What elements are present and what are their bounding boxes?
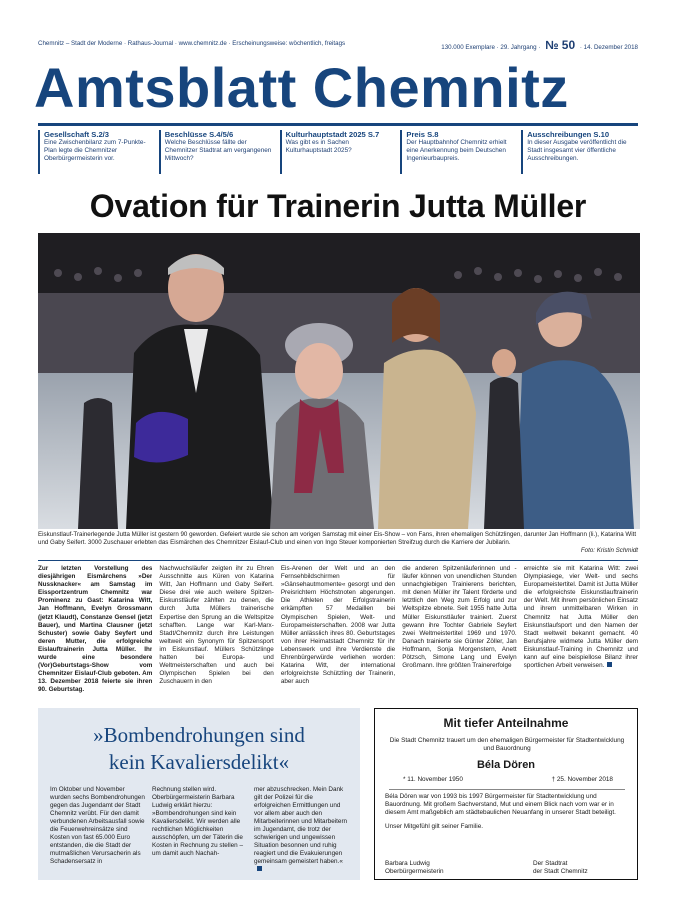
photo-illustration [38,233,640,529]
signature-role: der Stadt Chemnitz [533,868,588,875]
bomb-column: Rechnung stellen wird. Oberbürgermeisterin Barbara Ludwig erklärt hierzu: »Bombendrohungen sind kein Kavaliersdelikt. Wir werden alle rechtlichen Möglichkeiten ausschöpfen, um der Täterin die Kosten in Rechnung zu stellen – um damit auch Nachah- [152,786,243,857]
lead-photo [38,233,640,529]
obituary-box [374,708,638,880]
article-column: Nachwuchsläufer zeigten ihr zu Ehren Ausschnitte aus Küren von Katarina Witt, Jan Hoffmann und Gaby Seifert. Diese drei wie auch weitere Spitzen-Eiskunstläufer zählten zu denen, die durch Jutta Müllers trainerische Expertise den Sprung an die Weltspitze schafften. Lange war Karl-Marx-Stadt/Chemnitz durch ihre Leistungen weltweit ein Synonym für Spitzensport im Eiskunstlauf. Müllers Schützlinge hatten bei Europa- und Weltmeisterschaften und auch bei Olympischen Spielen bei den Zuschauern in den [159,565,274,686]
top-info-line [38,38,638,52]
signature-name: Barbara Ludwig [385,860,430,867]
teaser-text: In dieser Ausgabe veröffentlicht die Stadt insgesamt vier öffentliche Ausschreibungen. [527,139,627,162]
teaser-title: Ausschreibungen S.10 [527,130,610,139]
section-rule [38,560,638,561]
birth-date: * 11. November 1950 [403,776,463,783]
end-mark [257,866,262,871]
photo-caption [38,531,638,555]
issue-info [441,38,638,52]
bomb-text-columns [50,786,350,874]
signature-mayor [385,860,444,876]
article-column-last [524,565,638,700]
issue-date: · 14. Dezember 2018 [579,44,638,51]
teaser-bar [38,130,638,174]
teaser-text: Was gibt es in Sachen Kulturhauptstadt 2025? [285,139,352,154]
article-column-text: erreichte sie mit Katarina Witt: zwei Olympiasiege, vier Welt- und sechs Europameistertitel. Damit ist Jutta Müller die erfolgreichste Eiskunstlauftrainerin der Welt. Mit ihrem persönlichen Einsatz und ihrem unmittelbaren Wirken in Chemnitz hat Jutta Müller den Eiskunstlaufsport und den Namen der Stadt weltweit bekannt gemacht. 40 Berufsjahre widmete Jutta Müller dem Eiskunstlauf-Training in Chemnitz und kann auf eine beispiellose Bilanz ihrer sportlichen Arbeit verweisen. [523,565,639,670]
obituary-body [385,793,629,831]
obituary-divider [389,789,625,790]
article-column: Eis-Arenen der Welt und an den Fernsehbildschirmen für »Gänsehautmomente« gesorgt und den Preisrichtern Höchstnoten abgerungen. Die Athleten der Erfolgstrainerin erkämpften 57 Medaillen bei Olympischen Spielen, Welt- und Europameisterschaften. 2008 war Jutta Müller anlässlich ihres 80. Geburtstages von ihrer Heimatstadt Chemnitz für ihr Lebenswerk und ihre Verdienste die Ehrenbürgerwürde verliehen worden: Katarina Witt, der international erfolgreichste Schützling der Trainerin, aber auch [280,565,396,686]
bomb-headline-line2: kein Kavaliersdelikt« [108,750,290,774]
signature-name: Der Stadtrat [533,860,568,867]
article-columns [38,565,638,700]
teaser-text: Der Hauptbahnhof Chemnitz erhielt eine Anerkennung beim Deutschen Ingenieurbaupreis. [406,139,507,162]
caption-text: Eiskunstlauf-Trainerlegende Jutta Müller ist gestern 90 geworden. Gefeiert wurde sie schon am vorigen Samstag mit einer Eis-Show – von Fans, ihren ehemaligen Schützlingen, darunter Jan Hoffmann (li.), Katarina Witt und Gaby Seifert. 3000 Zuschauer erlebten das Eismärchen des Chemnitzer Eislauf-Club und einen von Ingo Steuer komponierten Streifzug durch die Karriere der Jubilarin. [38,531,637,546]
obituary-text: Béla Dören war von 1993 bis 1997 Bürgermeister für Stadtentwicklung und Bauordnung. Mit großem Sachverstand, Mut und einem Blick nach vorn war er in diesem Amt maßgeblich am städtebaulichen Neuanfang in unserer Stadt beteiligt. [385,793,616,816]
teaser-title: Beschlüsse S.4/5/6 [164,130,234,139]
end-mark [607,662,612,667]
teaser-text: Welche Beschlüsse fällte der Chemnitzer Stadtrat am vergangenen Mittwoch? [164,139,272,162]
bomb-column: Im Oktober und November wurden sechs Bombendrohungen gegen das Jugendamt der Stadt Chemnitz verübt. Für den damit verbundenen Arbeitsausfall sowie die Feuerwehreinsätze sind Kosten von fast 65.000 Euro entstanden, die die Stadt der mutmaßlichen Verursacherin als Schadensersatz in [50,786,145,865]
masthead-rule [38,123,638,126]
teaser-ausschreibungen[interactable] [521,130,638,174]
teaser-beschluesse[interactable] [159,130,276,174]
teaser-kulturhauptstadt[interactable] [280,130,397,174]
teaser-preis[interactable] [400,130,517,174]
bomb-headline [38,722,360,776]
teaser-title: Gesellschaft S.2/3 [44,130,110,139]
main-headline: Ovation für Trainerin Jutta Müller [89,188,587,224]
signature-role: Oberbürgermeisterin [385,868,444,875]
bomb-threat-article [38,708,360,880]
teaser-title: Preis S.8 [406,130,439,139]
issue-number: № 50 [545,38,576,52]
obituary-sympathy: Unser Mitgefühl gilt seiner Familie. [385,823,484,830]
article-lead: Zur letzten Vorstellung des diesjährigen Eismärchens »Der Nussknacker« am Samstag im Eissportzentrum Chemnitz war Prominenz zu Gast: Katarina Witt, Jan Hoffmann, Evelyn Grossmann (jetzt Klaudt), Constanze Gensel (jetzt Bauer), und Martina Clausner (jetzt Schuster) sowie Gaby Seyfert und deren Mutter, die erfolgreiche Eislauftrainerin Jutta Müller. Ihr wurde eine besondere (Vor)Geburtstags-Show vom Chemnitzer Eislauf-Club geboten. Am 13. Dezember 2018 feierte sie ihren 90. Geburtstag. [38,565,153,694]
bomb-column-text: mer abzuschrecken. Mein Dank gilt der Polizei für die erfolgreichen Ermittlungen und vor allem aber auch den Mitarbeiterinnen und Mitarbeitern im Jugendamt, die trotz der schwierigen und ungewissen Situation besonnen und ruhig reagiert und die Evakuierungen gemeinsam gemeistert haben.« [254,786,348,865]
death-date: † 25. November 2018 [551,776,613,783]
obituary-intro: Die Stadt Chemnitz trauert um den ehemaligen Bürgermeister für Stadtentwicklung und Bauordnung [389,737,625,752]
bomb-headline-line1: »Bombendrohungen sind [93,723,305,747]
photo-credit: Foto: Kristin Schmidt [580,547,638,554]
obituary-title: Mit tiefer Anteilnahme [443,716,569,730]
teaser-gesellschaft[interactable] [38,130,155,174]
teaser-text: Eine Zwischenbilanz zum 7-Punkte-Plan legte die Chemnitzer Oberbürgermeisterin vor. [44,139,146,162]
circulation-info: 130.000 Exemplare · 29. Jahrgang · [441,44,541,51]
obituary-name: Béla Dören [476,759,536,771]
teaser-title: Kulturhauptstadt 2025 S.7 [285,130,380,139]
publisher-line: Chemnitz – Stadt der Moderne · Rathaus-Journal · www.chemnitz.de · Erscheinungsweise: wöchentlich, freitags [38,40,346,47]
bomb-column-last [254,786,350,874]
signature-council [533,860,588,876]
article-column: die anderen Spitzenläuferinnen und -läufer können von unendlichen Stunden unnachgiebigen Trainierens berichten, mit denen Müller ihr Talent förderte und letztlich den Weg zum Erfolg und zur Weltspitze ebnete. Seit 1955 hatte Jutta Müller Eiskunstläufer trainiert. Zuerst gewann ihre Tochter Gabriele Seyfert zwei Weltmeistertitel 1969 und 1970. Danach trainierte sie Günter Zöller, Jan Hoffmann, Sonja Morgenstern, Anett Pötzsch, Simone Lang und Evelyn Großmann. Ihre größten Trainererfolge [402,565,517,670]
masthead-title: Amtsblatt Chemnitz [34,56,569,119]
